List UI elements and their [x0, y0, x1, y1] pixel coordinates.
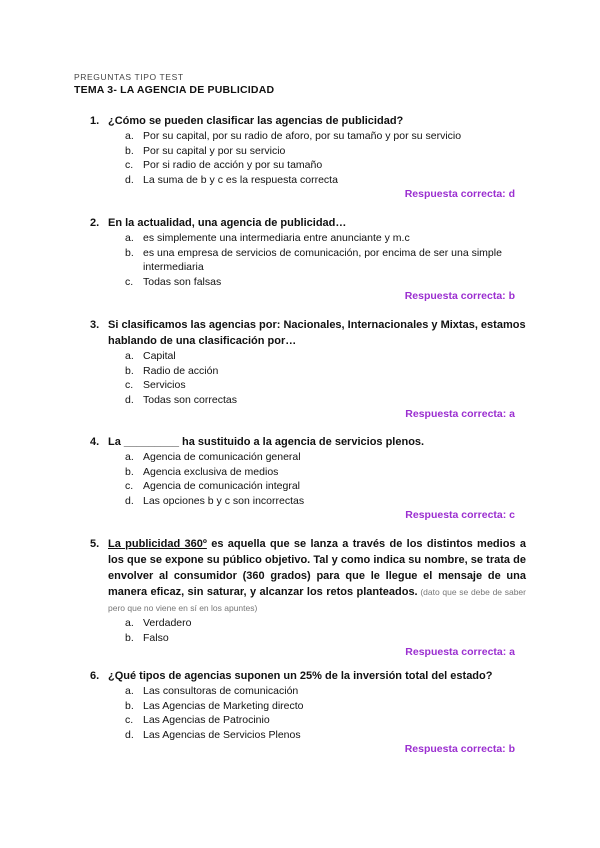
option-text: Agencia de comunicación general	[143, 451, 301, 463]
option-list	[90, 616, 526, 645]
correct-answer: Respuesta correcta: d	[404, 188, 515, 201]
document-subtitle: PREGUNTAS TIPO TEST	[74, 72, 184, 82]
option-letter: c.	[125, 480, 134, 493]
option-text: Agencia exclusiva de medios	[143, 465, 279, 478]
option-letter: b.	[125, 144, 134, 157]
question-2	[90, 215, 526, 302]
question-number: 6.	[90, 670, 100, 682]
option-item	[90, 684, 526, 699]
option-item	[90, 699, 526, 714]
question-body: es aquella que se lanza a través de los distintos medios a los que se expone su público objetivo. Tal y como indica su nombre, se trata de envolver al consumidor (360 grados) para que le llegue el mensaje de una manera eficaz, sin saturar, y alcanzar los retos planteados.	[108, 538, 526, 598]
option-text: Agencia de comunicación integral	[143, 480, 301, 493]
correct-answer: Respuesta correcta: a	[405, 408, 515, 421]
option-text: La suma de b y c es la respuesta correcta	[143, 173, 338, 186]
option-letter: b.	[125, 631, 134, 644]
question-text: ¿Cómo se pueden clasificar las agencias de publicidad?	[108, 115, 404, 127]
question-3	[90, 317, 526, 420]
option-text: Capital	[143, 350, 176, 362]
option-letter: a.	[125, 617, 134, 629]
option-item	[90, 393, 526, 408]
option-text: Las Agencias de Servicios Plenos	[143, 728, 301, 741]
option-letter: c.	[125, 714, 134, 727]
question-header	[90, 434, 526, 450]
option-item	[90, 465, 526, 480]
correct-answer: Respuesta correcta: b	[404, 743, 515, 756]
option-letter: c.	[125, 275, 134, 288]
option-list	[90, 349, 526, 407]
option-item	[90, 158, 526, 173]
option-text: Las opciones b y c son incorrectas	[143, 494, 305, 507]
question-header	[90, 536, 526, 616]
correct-answer: Respuesta correcta: a	[405, 646, 515, 659]
question-1	[90, 113, 526, 200]
option-text: Verdadero	[143, 617, 192, 629]
question-number: 4.	[90, 436, 100, 448]
option-letter: c.	[125, 159, 134, 172]
option-letter: d.	[125, 728, 134, 741]
question-header	[90, 215, 526, 231]
option-letter: a.	[125, 232, 134, 244]
option-item	[90, 616, 526, 631]
option-item	[90, 713, 526, 728]
option-text: Por si radio de acción y por su tamaño	[143, 159, 323, 172]
option-item	[90, 450, 526, 465]
question-number: 5.	[90, 538, 100, 550]
option-text: Las Agencias de Patrocinio	[143, 714, 270, 727]
option-letter: b.	[125, 364, 134, 377]
question-header	[90, 317, 526, 349]
option-text: es una empresa de servicios de comunicación, por encima de ser una simple intermediaria	[143, 246, 502, 274]
option-text: Falso	[143, 631, 169, 644]
question-underlined-term: La publicidad 360º	[108, 538, 207, 550]
option-item	[90, 275, 526, 290]
option-letter: a.	[125, 130, 134, 142]
option-list	[90, 450, 526, 508]
option-text: es simplemente una intermediaria entre anunciante y m.c	[143, 232, 410, 244]
question-note: (dato que se debe de saber pero que no viene en sí en los apuntes)	[108, 587, 526, 613]
option-letter: d.	[125, 393, 134, 406]
question-5	[90, 536, 526, 658]
option-text: Las consultoras de comunicación	[143, 685, 299, 697]
question-number: 2.	[90, 217, 100, 229]
option-letter: b.	[125, 699, 134, 712]
question-text: La _________ ha sustituido a la agencia de servicios plenos.	[108, 436, 425, 448]
option-text: Las Agencias de Marketing directo	[143, 699, 304, 712]
option-letter: c.	[125, 379, 134, 392]
option-item	[90, 231, 526, 246]
option-list	[90, 129, 526, 187]
option-list	[90, 231, 526, 289]
question-4	[90, 434, 526, 521]
option-item	[90, 728, 526, 743]
option-list	[90, 684, 526, 742]
option-letter: b.	[125, 465, 134, 478]
question-number: 1.	[90, 115, 100, 127]
option-letter: d.	[125, 173, 134, 186]
question-text: En la actualidad, una agencia de publicidad…	[108, 217, 347, 229]
option-text: Todas son falsas	[143, 275, 222, 288]
option-text: Todas son correctas	[143, 393, 237, 406]
option-item	[90, 479, 526, 494]
option-item	[90, 144, 526, 159]
option-letter: d.	[125, 494, 134, 507]
question-number: 3.	[90, 319, 100, 331]
option-letter: a.	[125, 451, 134, 463]
question-6	[90, 668, 526, 755]
correct-answer: Respuesta correcta: c	[405, 509, 515, 522]
option-text: Por su capital y por su servicio	[143, 144, 286, 157]
option-letter: b.	[125, 246, 134, 259]
option-item	[90, 494, 526, 509]
option-item	[90, 246, 526, 275]
option-item	[90, 378, 526, 393]
option-item	[90, 631, 526, 646]
option-item	[90, 349, 526, 364]
option-item	[90, 173, 526, 188]
option-letter: a.	[125, 350, 134, 362]
option-text: Por su capital, por su radio de aforo, por su tamaño y por su servicio	[143, 130, 462, 142]
question-text: Si clasificamos las agencias por: Nacionales, Internacionales y Mixtas, estamos hablando de una clasificación por…	[108, 319, 526, 347]
option-letter: a.	[125, 685, 134, 697]
question-header	[90, 113, 526, 129]
option-item	[90, 129, 526, 144]
question-text	[108, 536, 526, 616]
document-title: TEMA 3- LA AGENCIA DE PUBLICIDAD	[74, 84, 275, 96]
option-text: Servicios	[143, 379, 186, 392]
option-item	[90, 364, 526, 379]
question-header	[90, 668, 526, 684]
option-text: Radio de acción	[143, 364, 219, 377]
question-text: ¿Qué tipos de agencias suponen un 25% de la inversión total del estado?	[108, 670, 493, 682]
correct-answer: Respuesta correcta: b	[404, 290, 515, 303]
